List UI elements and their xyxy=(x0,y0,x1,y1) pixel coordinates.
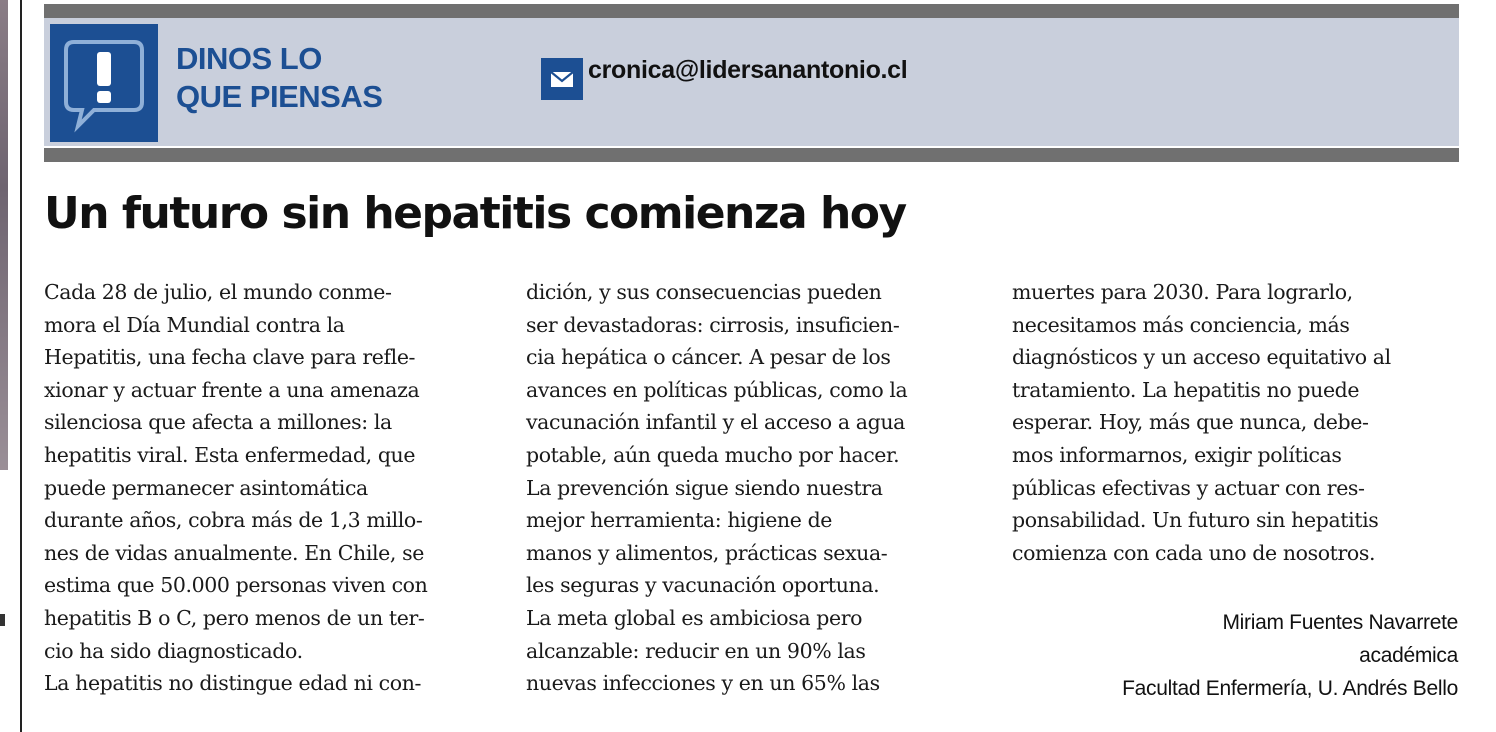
text-line: mejor herramienta: higiene de xyxy=(526,508,833,533)
author-name: Miriam Fuentes Navarrete xyxy=(1222,611,1458,634)
text-line: La prevención sigue siendo nuestra xyxy=(526,475,883,500)
text-line: muertes para 2030. Para lograrlo, xyxy=(1012,280,1353,304)
text-line: cia hepática o cáncer. A pesar de los xyxy=(526,345,891,370)
text-line: avances en políticas públicas, como la xyxy=(526,377,908,402)
text-line: manos y alimentos, prácticas sexua- xyxy=(526,540,888,565)
column-divider-line xyxy=(20,0,22,732)
text-line: xionar y actuar frente a una amenaza xyxy=(44,377,420,402)
text-line: estima que 50.000 personas viven con xyxy=(44,573,428,598)
text-line: ser devastadoras: cirrosis, insuficien- xyxy=(526,312,900,337)
adjacent-column-edge xyxy=(0,0,8,470)
envelope-icon xyxy=(541,58,583,100)
text-line: mora el Día Mundial contra la xyxy=(44,312,345,337)
author-signature xyxy=(1122,606,1458,705)
article-column-1 xyxy=(44,276,427,700)
banner-title-line2: QUE PIENSAS xyxy=(176,79,383,114)
text-line: Cada 28 de julio, el mundo conme- xyxy=(44,280,392,304)
text-line: La hepatitis no distingue edad ni con- xyxy=(44,671,422,696)
text-line: La meta global es ambiciosa pero xyxy=(526,605,863,630)
text-line: Hepatitis, una fecha clave para refle- xyxy=(44,345,416,370)
text-line: nes de vidas anualmente. En Chile, se xyxy=(44,540,424,565)
text-line: silenciosa que afecta a millones: la xyxy=(44,410,392,435)
text-line: mos informarnos, exigir políticas xyxy=(1012,442,1342,467)
text-line: ponsabilidad. Un futuro sin hepatitis xyxy=(1012,508,1379,533)
text-line: necesitamos más conciencia, más xyxy=(1012,312,1350,337)
article-column-3 xyxy=(1012,276,1391,569)
text-line: hepatitis viral. Esta enfermedad, que xyxy=(44,442,416,467)
contact-email-link[interactable]: cronica@lidersanantonio.cl xyxy=(588,56,908,84)
text-line: potable, aún queda mucho por hacer. xyxy=(526,442,900,467)
text-line: comienza con cada uno de nosotros. xyxy=(1012,540,1376,565)
text-line: durante años, cobra más de 1,3 millo- xyxy=(44,508,423,533)
banner-bottom-rule xyxy=(44,148,1459,162)
text-line: alcanzable: reducir en un 90% las xyxy=(526,638,866,663)
text-line: cio ha sido diagnosticado. xyxy=(44,638,303,663)
text-line: puede permanecer asintomática xyxy=(44,475,368,500)
author-affiliation: Facultad Enfermería, U. Andrés Bello xyxy=(1122,677,1458,700)
exclamation-speech-bubble-icon xyxy=(50,24,158,142)
adjacent-column-mark xyxy=(0,614,5,626)
text-line: hepatitis B o C, pero menos de un ter- xyxy=(44,605,425,630)
article-column-2 xyxy=(526,276,907,700)
text-line: públicas efectivas y actuar con res- xyxy=(1012,475,1365,500)
author-role: académica xyxy=(1359,644,1458,667)
banner-top-rule xyxy=(44,4,1459,18)
text-line: esperar. Hoy, más que nunca, debe- xyxy=(1012,410,1369,435)
text-line: vacunación infantil y el acceso a agua xyxy=(526,410,905,435)
banner-title xyxy=(176,40,382,116)
banner-title-line1: DINOS LO xyxy=(176,41,322,76)
text-line: diagnósticos y un acceso equitativo al xyxy=(1012,345,1391,370)
text-line: les seguras y vacunación oportuna. xyxy=(526,573,880,598)
article-headline: Un futuro sin hepatitis comienza hoy xyxy=(44,188,906,239)
text-line: nuevas infecciones y en un 65% las xyxy=(526,671,880,696)
text-line: tratamiento. La hepatitis no puede xyxy=(1012,377,1360,402)
text-line: dición, y sus consecuencias pueden xyxy=(526,280,882,304)
